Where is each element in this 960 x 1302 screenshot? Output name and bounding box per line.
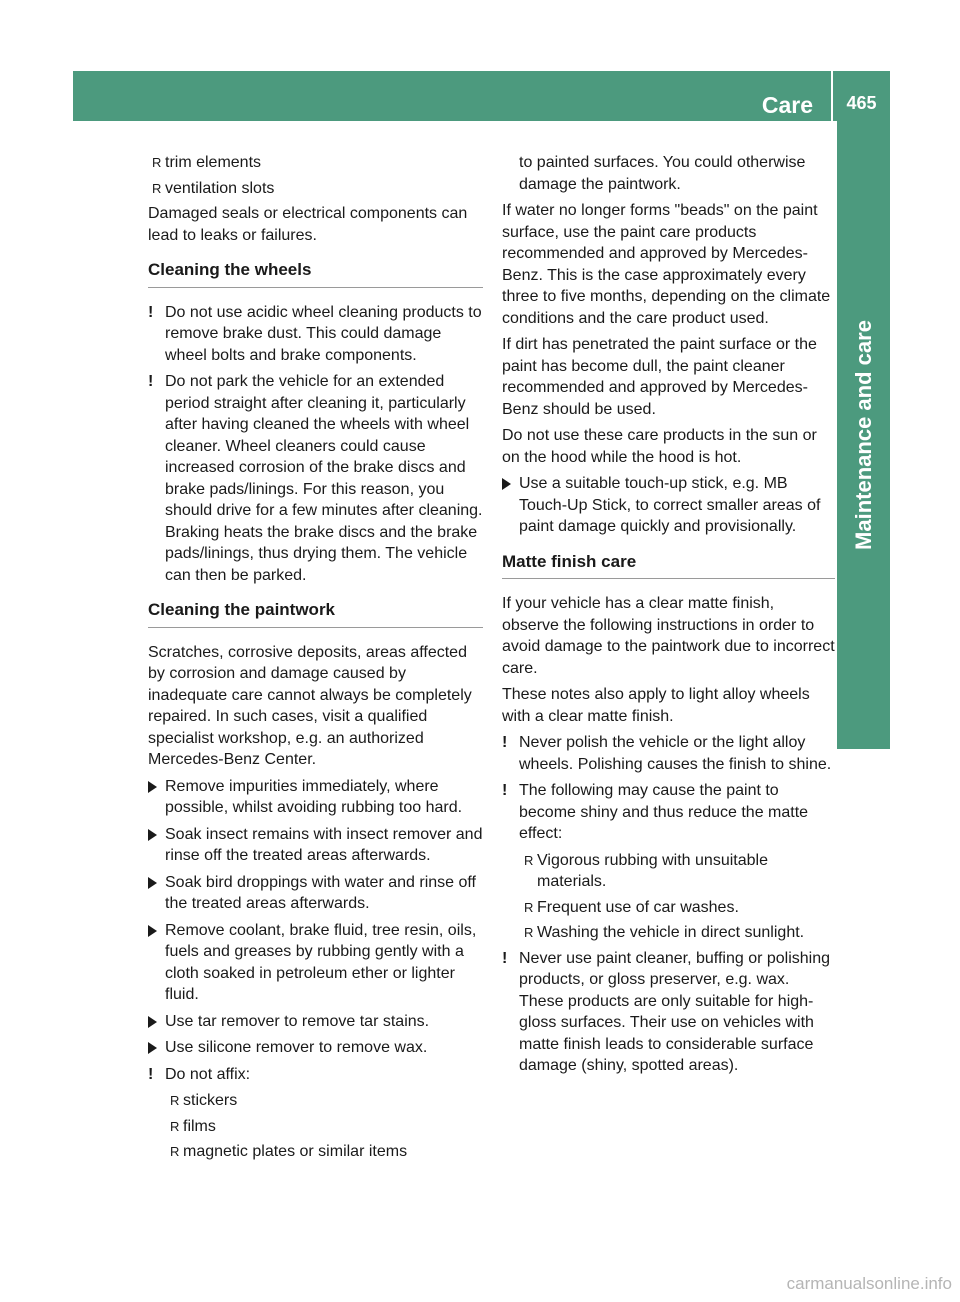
watermark: carmanualsonline.info <box>786 1274 952 1293</box>
warning-icon: ! <box>148 373 154 390</box>
left-column <box>148 152 483 1167</box>
arrow-right-icon <box>502 478 511 490</box>
warning-note: ! Do not park the vehicle for an extended period straight after cleaning it, particularly after having cleaned the wheels with wheel cleaner. Wheel cleaners could cause increased corrosion of the brake discs and brake pads/linings. For this reason, you should drive for a few minutes after cleaning. Braking heats the brake discs and the brake pads/linings, thus drying them. The vehicle can then be parked. <box>148 373 483 584</box>
paragraph: If water no longer forms "beads" on the paint surface, use the paint care products recommended and approved by Mercedes-Benz. This is the case approximately every three to five months, depending on the climate conditions and the care product used. <box>502 202 831 327</box>
list-item: R ventilation slots <box>152 179 275 197</box>
arrow-right-icon <box>148 1016 157 1028</box>
step-item: Remove coolant, brake fluid, tree resin, oils, fuels and greases by rubbing gently with a cloth soaked in petroleum ether or lighter fluid. <box>148 920 483 1006</box>
warning-icon: ! <box>148 1065 154 1083</box>
warning-note: ! Never use paint cleaner, buffing or polishing products, or gloss preserver, e.g. wax. These products are only suitable for high-gloss surfaces. Their use on vehicles with matte finish leads to considerable surface damage (shiny, spotted areas). <box>502 949 831 1074</box>
warning-icon: ! <box>148 303 154 321</box>
warning-icon: ! <box>502 949 508 967</box>
warning-icon: ! <box>502 782 508 799</box>
step-item: Use a suitable touch-up stick, e.g. MB Touch-Up Stick, to correct smaller areas of paint damage quickly and provisionally. <box>502 473 835 538</box>
paragraph: Do not use these care products in the sun or on the hood while the hood is hot. <box>502 427 817 466</box>
side-chapter-tab <box>837 121 890 749</box>
right-column <box>502 152 835 1082</box>
header-bar <box>73 71 890 121</box>
paragraph: Scratches, corrosive deposits, areas affected by corrosion and damage caused by inadequate care cannot always be completely repaired. In such cases, visit a qualified specialist workshop, e.g. an authorized Mercedes-Benz Center. <box>148 643 472 768</box>
paragraph: Damaged seals or electrical components can lead to leaks or failures. <box>148 205 468 244</box>
list-item: R Vigorous rubbing with unsuitable materials. <box>524 851 768 890</box>
paragraph: to painted surfaces. You could otherwise damage the paintwork. <box>519 154 806 193</box>
side-tab-label: Maintenance and care <box>850 320 876 550</box>
arrow-right-icon <box>148 1042 157 1054</box>
step-item: Remove impurities immediately, where possible, whilst avoiding rubbing too hard. <box>148 776 483 819</box>
arrow-right-icon <box>148 781 157 793</box>
paragraph: If dirt has penetrated the paint surface or the paint has become dull, the paint cleaner recommended and approved by Mercedes-Benz should be used. <box>502 336 817 418</box>
warning-note: ! The following may cause the paint to become shiny and thus reduce the matte effect: <box>502 782 809 842</box>
warning-note: ! Do not affix: <box>148 1064 483 1086</box>
page-section-title: Care <box>761 92 813 118</box>
list-item: R magnetic plates or similar items <box>170 1143 408 1160</box>
arrow-right-icon <box>148 925 157 937</box>
paragraph: These notes also apply to light alloy wheels with a clear matte finish. <box>502 686 810 725</box>
warning-icon: ! <box>502 734 508 751</box>
list-item: R trim elements <box>152 154 262 171</box>
list-item: R Washing the vehicle in direct sunlight. <box>524 924 805 941</box>
section-heading: Cleaning the paintwork <box>148 599 483 628</box>
section-heading: Matte finish care <box>502 551 835 580</box>
paragraph: If your vehicle has a clear matte finish, observe the following instructions in order to avoid damage to the paintwork due to incorrect care. <box>502 595 835 677</box>
page-number: 465 <box>846 93 877 113</box>
list-item: R films <box>170 1117 216 1135</box>
list-item: R stickers <box>170 1092 238 1109</box>
section-heading: Cleaning the wheels <box>148 259 483 288</box>
step-item: Soak bird droppings with water and rinse off the treated areas afterwards. <box>148 872 483 915</box>
warning-note: ! Never polish the vehicle or the light alloy wheels. Polishing causes the finish to shine. <box>502 734 832 773</box>
step-item: Use tar remover to remove tar stains. <box>148 1011 483 1033</box>
side-tab-marker <box>837 691 890 749</box>
list-item: R Frequent use of car washes. <box>524 898 739 916</box>
step-item: Use silicone remover to remove wax. <box>148 1037 483 1059</box>
arrow-right-icon <box>148 877 157 889</box>
step-item: Soak insect remains with insect remover and rinse off the treated areas afterwards. <box>148 824 483 867</box>
warning-note: ! Do not use acidic wheel cleaning products to remove brake dust. This could damage wheel bolts and brake components. <box>148 303 482 364</box>
arrow-right-icon <box>148 829 157 841</box>
